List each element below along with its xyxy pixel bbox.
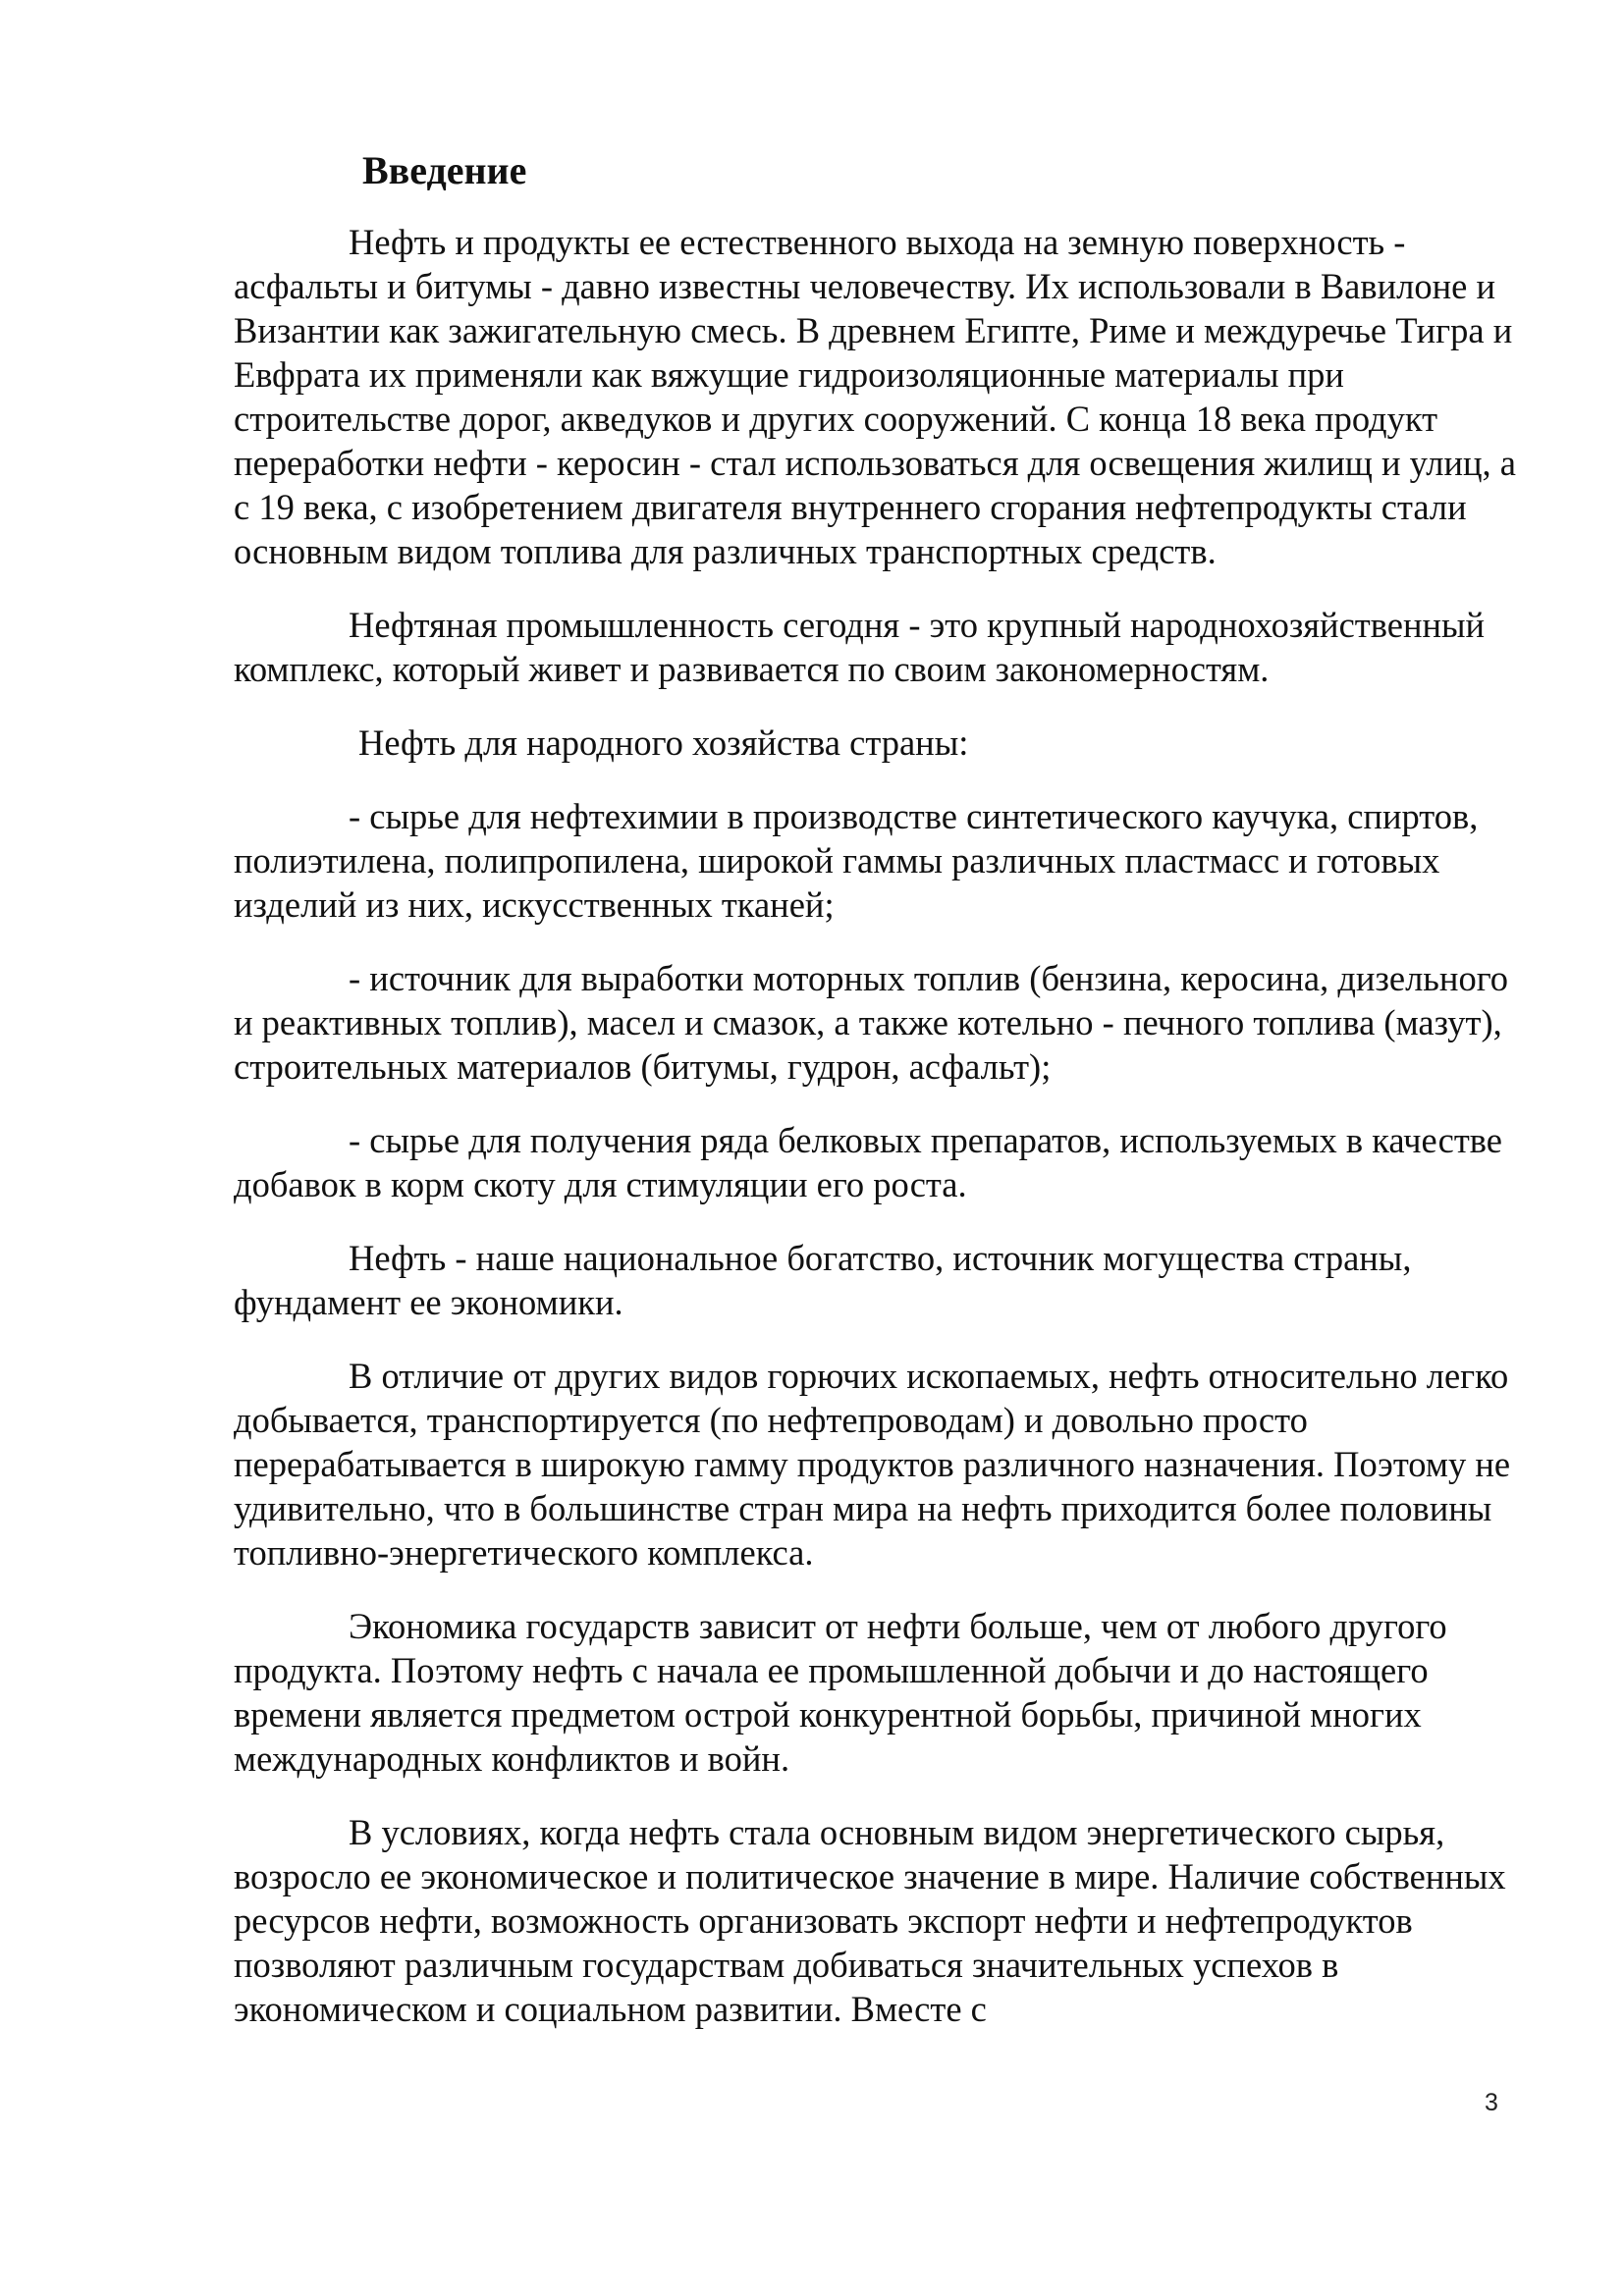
document-body [234,147,1528,2060]
list-item-protein-preparations: - сырье для получения ряда белковых препаратов, используемых в качестве добавок в корм скоту для стимуляции его роста. [234,1120,1502,1204]
paragraph-economic-dependence: Экономика государств зависит от нефти больше, чем от любого другого продукта. Поэтому нефть с начала ее промышленной добычи и до настоящего времени является предметом острой конкурентной борьбы, причиной многих международных конфликтов и войн. [234,1606,1447,1779]
paragraph-industry-today: Нефтяная промышленность сегодня - это крупный народнохозяйственный комплекс, который живет и развивается по своим закономерностям. [234,605,1486,689]
paragraph-oil-for-economy: Нефть для народного хозяйства страны: [358,722,969,763]
list-item-fuels-source: - источник для выработки моторных топлив (бензина, керосина, дизельного и реактивных топлив), масел и смазок, а также котельно - печного топлива (мазут), строительных материалов (битумы, гудрон, асфальт); [234,958,1509,1087]
paragraph-political-significance: В условиях, когда нефть стала основным видом энергетического сырья, возросло ее экономическое и политическое значение в мире. Наличие собственных ресурсов нефти, возможность организовать экспорт нефти и нефтепродуктов позволяют различным государствам добиваться значительных успехов в экономическом и социальном развитии. Вместе с [234,1812,1506,2029]
list-item-petrochemistry: - сырье для нефтехимии в производстве синтетического каучука, спиртов, полиэтилена, полипропилена, широкой гаммы различных пластмасс и готовых изделий из них, искусственных тканей; [234,796,1479,925]
paragraph-intro-history: Нефть и продукты ее естественного выхода на земную поверхность - асфальты и битумы - давно известны человечеству. Их использовали в Вавилоне и Византии как зажигательную смесь. В древнем Египте, Риме и междуречье Тигра и Евфрата их применяли как вяжущие гидроизоляционные материалы при строительстве дорог, акведуков и других сооружений. С конца 18 века продукт переработки нефти - керосин - стал использоваться для освещения жилищ и улиц, а с 19 века, с изобретением двигателя внутреннего сгорания нефтепродукты стали основным видом топлива для различных транспортных средств. [234,222,1516,571]
section-title: Введение [362,148,527,192]
paragraph-national-wealth: Нефть - наше национальное богатство, источник могущества страны, фундамент ее экономики. [234,1238,1412,1322]
paragraph-oil-advantages: В отличие от других видов горючих ископаемых, нефть относительно легко добывается, транспортируется (по нефтепроводам) и довольно просто перерабатывается в широкую гамму продуктов различного назначения. Поэтому не удивительно, что в большинстве стран мира на нефть приходится более половины топливно-энергетического комплекса. [234,1356,1511,1573]
page-number: 3 [1485,2089,1498,2116]
